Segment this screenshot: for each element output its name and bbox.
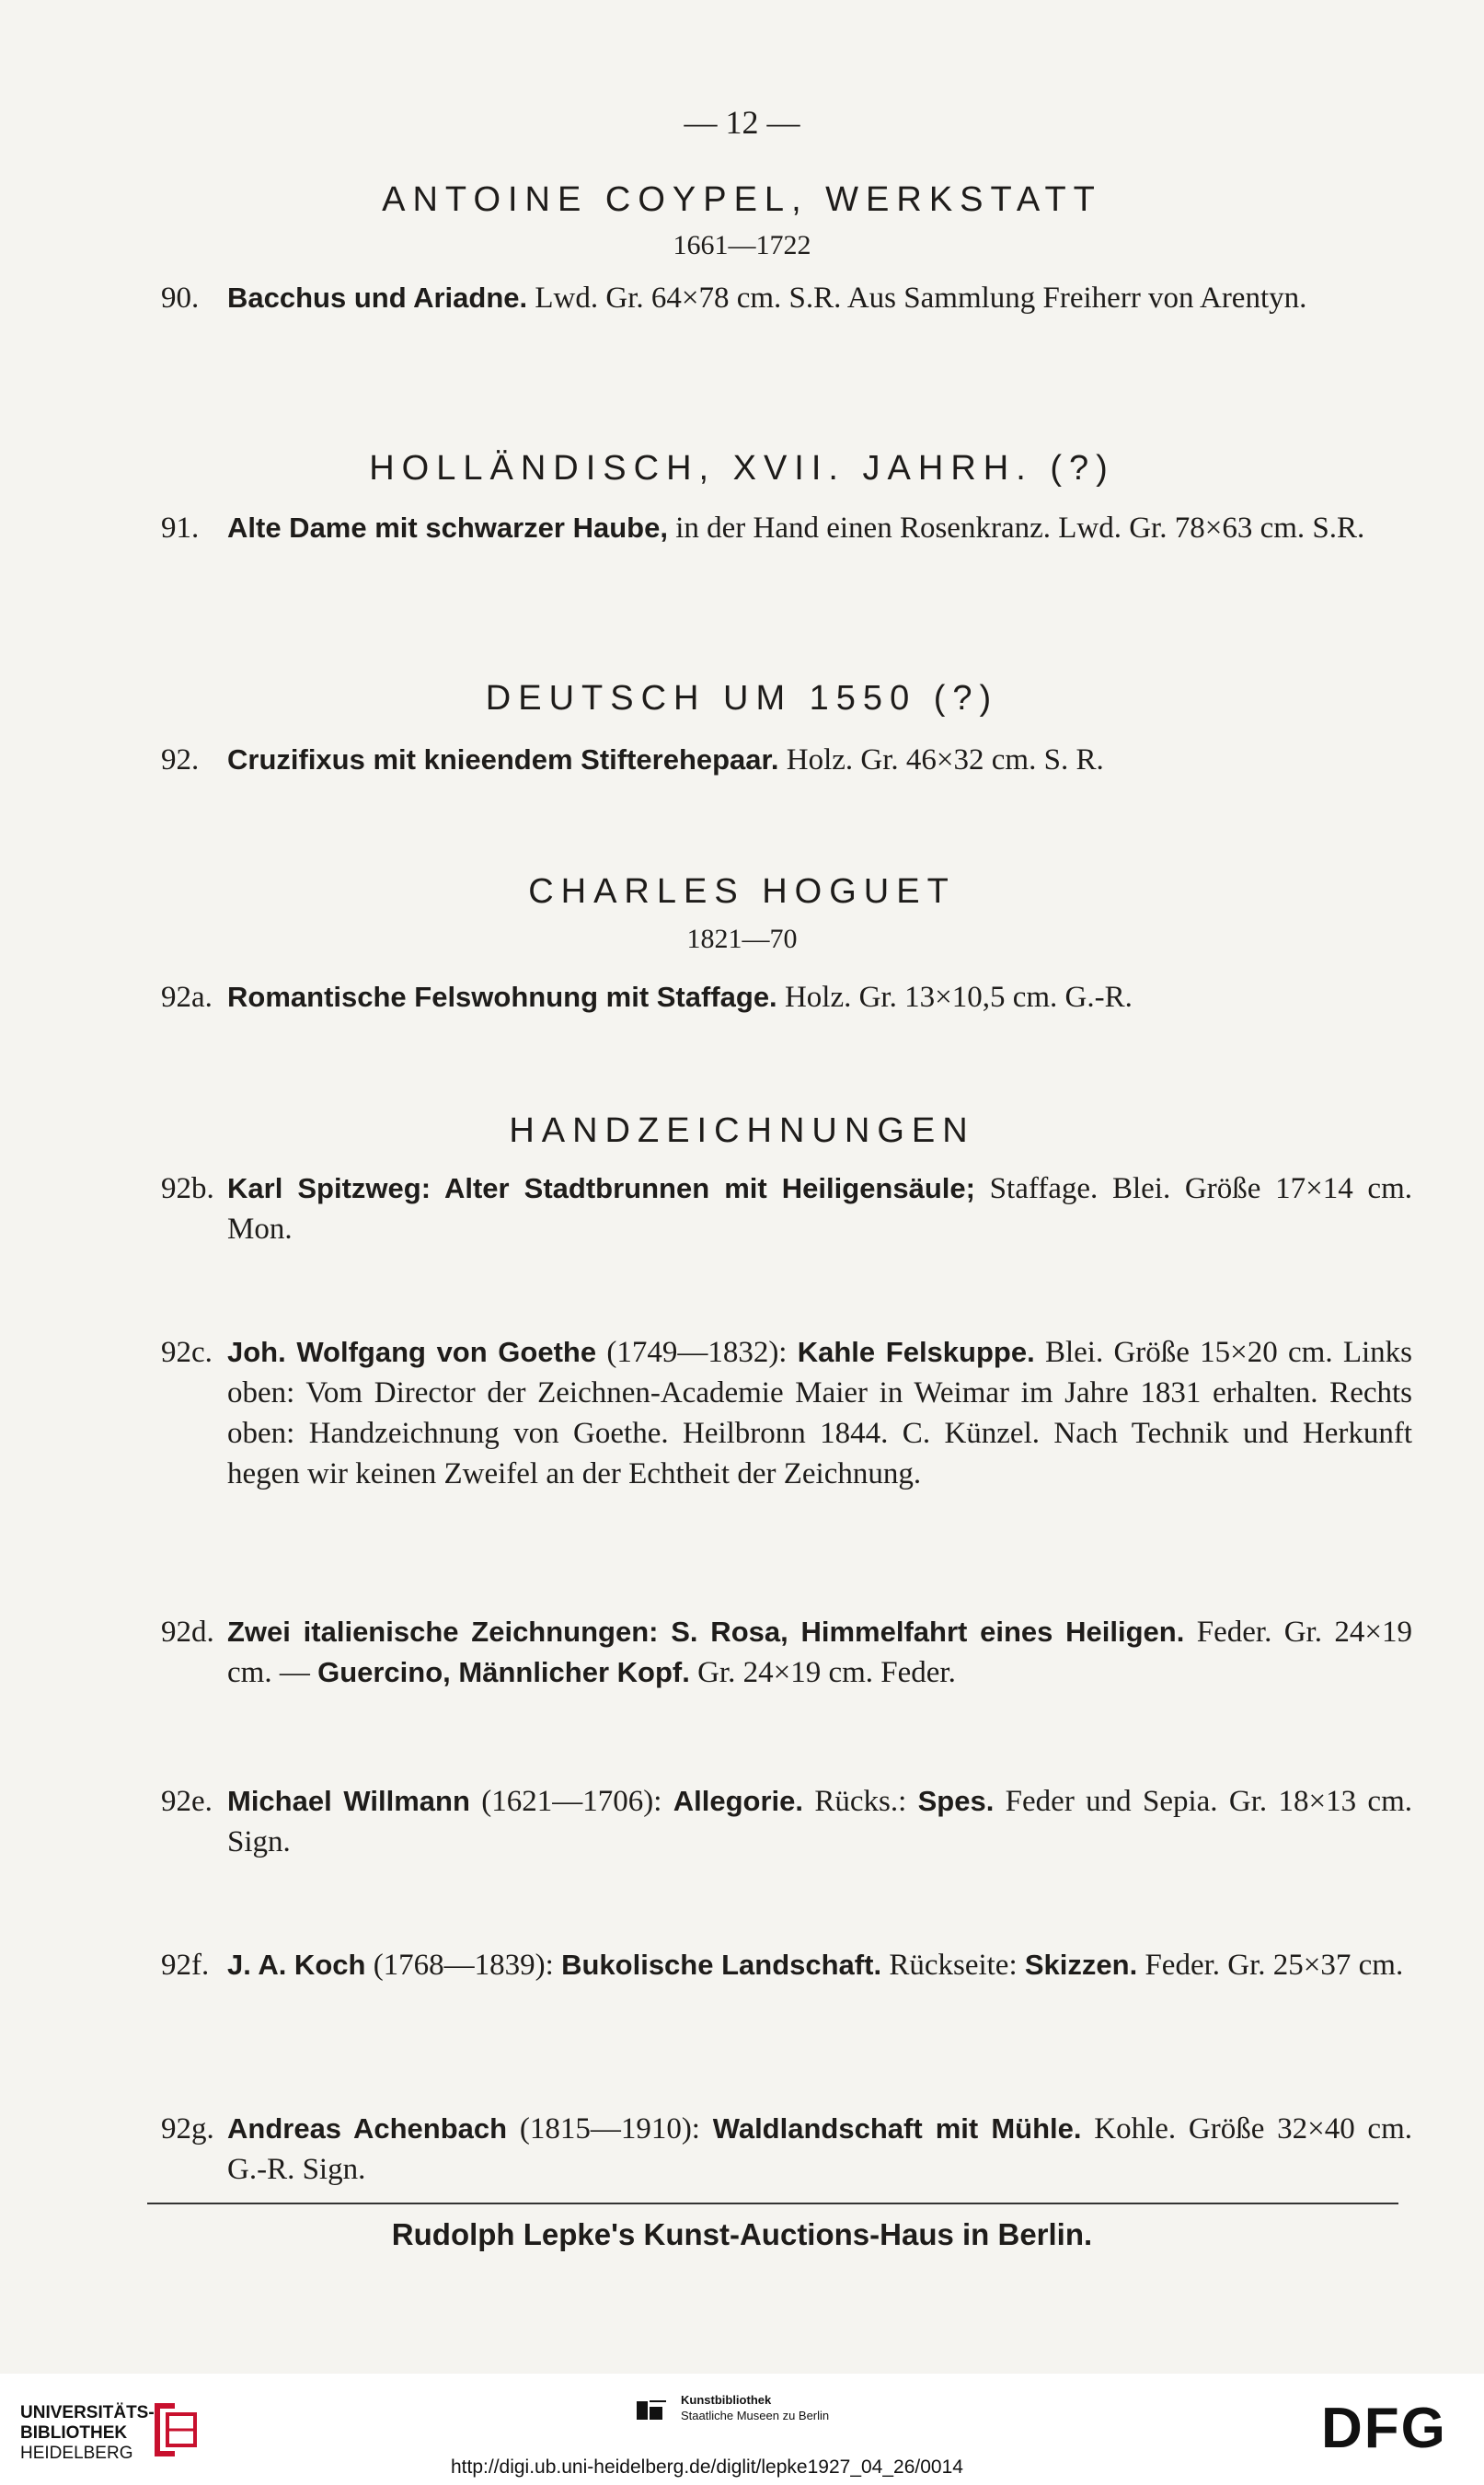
ub-heidelberg-logo[interactable] bbox=[20, 2403, 155, 2464]
kb-name: Kunstbibliothek bbox=[681, 2393, 772, 2407]
catalog-entry-92a bbox=[161, 977, 1412, 1018]
entry-title: Bacchus und Ariadne. bbox=[227, 282, 528, 314]
dfg-logo[interactable]: DFG bbox=[1321, 2397, 1447, 2460]
catalog-entry-92g bbox=[161, 2109, 1412, 2190]
entry-details: Blei. Größe 15×20 cm. Links oben: Vom Director der Zeichnen-Academie Maier in Weimar im Jahre 1831 erhalten. Rechts oben: Handzeichnung von Goethe. Heilbronn 1844. C. Künzel. Nach Technik und Herkunft hegen wir keinen Zweifel an der Echtheit der Zeichnung. bbox=[227, 1336, 1412, 1490]
entry-title: Bukolische Landschaft. bbox=[561, 1949, 882, 1981]
entry-title: Allegorie. bbox=[673, 1785, 804, 1817]
catalog-entry-91 bbox=[161, 508, 1412, 548]
entry-artist: Andreas Achenbach bbox=[227, 2112, 508, 2145]
entry-number: 92e. bbox=[161, 1785, 213, 1818]
entry-number: 90. bbox=[161, 282, 200, 315]
section-heading-coypel: ANTOINE COYPEL, WERKSTATT bbox=[382, 180, 1102, 219]
entry-number: 92a. bbox=[161, 981, 213, 1014]
entry-life-dates: (1815—1910): bbox=[507, 2112, 713, 2146]
section-dates-hoguet: 1821—70 bbox=[686, 924, 798, 954]
entry-details: Holz. Gr. 46×32 cm. S. R. bbox=[778, 743, 1104, 777]
entry-title: Kahle Felskuppe. bbox=[797, 1336, 1035, 1368]
entry-title: Waldlandschaft mit Mühle. bbox=[712, 2112, 1082, 2145]
entry-artist: J. A. Koch bbox=[227, 1949, 366, 1981]
ub-logo-line1: UNIVERSITÄTS- bbox=[20, 2403, 155, 2422]
ub-logo-line2: BIBLIOTHEK bbox=[20, 2423, 128, 2443]
entry-details: Feder. Gr. 24×19 cm. — bbox=[227, 1616, 1412, 1689]
footer-rule bbox=[147, 2203, 1398, 2204]
entry-number: 92d. bbox=[161, 1616, 214, 1649]
kunstbibliothek-icon bbox=[635, 2398, 668, 2423]
catalog-entry-92e bbox=[161, 1781, 1412, 1862]
entry-title: Karl Spitzweg: Alter Stadtbrunnen mit Heiligensäule; bbox=[227, 1172, 975, 1204]
entry-life-dates: (1768—1839): bbox=[365, 1949, 562, 1982]
entry-title: Romantische Felswohnung mit Staffage. bbox=[227, 981, 777, 1013]
page-number: — 12 — bbox=[684, 104, 800, 141]
entry-details-2: Gr. 24×19 cm. Feder. bbox=[689, 1656, 956, 1689]
section-dates-coypel: 1661—1722 bbox=[673, 230, 811, 260]
catalog-entry-92c bbox=[161, 1332, 1412, 1494]
entry-verso-label: Rücks.: bbox=[803, 1785, 918, 1818]
entry-verso-title: Skizzen. bbox=[1024, 1949, 1138, 1981]
entry-details: Lwd. Gr. 64×78 cm. S.R. Aus Sammlung Freiherr von Arentyn. bbox=[527, 282, 1307, 315]
entry-number: 92f. bbox=[161, 1949, 210, 1982]
permalink-url[interactable]: http://digi.ub.uni-heidelberg.de/diglit/lepke1927_04_26/0014 bbox=[451, 2456, 963, 2478]
publisher-footer: Rudolph Lepke's Kunst-Auctions-Haus in Berlin. bbox=[391, 2217, 1093, 2251]
entry-number: 92. bbox=[161, 743, 200, 777]
section-heading-hoguet: CHARLES HOGUET bbox=[528, 872, 956, 911]
entry-life-dates: (1621—1706): bbox=[469, 1785, 673, 1818]
catalog-entry-92f bbox=[161, 1945, 1412, 1985]
entry-artist: Michael Willmann bbox=[227, 1785, 470, 1817]
entry-details: Feder. Gr. 25×37 cm. bbox=[1137, 1949, 1404, 1982]
section-heading-hollaendisch: HOLLÄNDISCH, XVII. JAHRH. (?) bbox=[369, 449, 1115, 488]
entry-details: in der Hand einen Rosenkranz. Lwd. Gr. 78×63 cm. S.R. bbox=[667, 512, 1365, 545]
entry-details: Kohle. Größe 32×40 cm. G.-R. Sign. bbox=[227, 2112, 1412, 2186]
entry-artist: Joh. Wolfgang von Goethe bbox=[227, 1336, 597, 1368]
entry-number: 91. bbox=[161, 512, 200, 545]
entry-title: Zwei italienische Zeichnungen: S. Rosa, Himmelfahrt eines Heiligen. bbox=[227, 1616, 1185, 1648]
kb-subtitle: Staatliche Museen zu Berlin bbox=[681, 2409, 830, 2422]
entry-verso-label: Rückseite: bbox=[881, 1949, 1025, 1982]
entry-number: 92c. bbox=[161, 1336, 213, 1369]
section-heading-handzeichnungen: HANDZEICHNUNGEN bbox=[509, 1111, 975, 1150]
entry-title-2: Guercino, Männlicher Kopf. bbox=[317, 1656, 690, 1688]
entry-details: Feder und Sepia. Gr. 18×13 cm. Sign. bbox=[227, 1785, 1413, 1858]
entry-title: Cruzifixus mit knieendem Stifterehepaar. bbox=[227, 743, 779, 776]
entry-title: Alte Dame mit schwarzer Haube, bbox=[227, 512, 668, 544]
entry-number: 92b. bbox=[161, 1172, 214, 1205]
entry-details: Staffage. Blei. Größe 17×14 cm. Mon. bbox=[227, 1172, 1412, 1246]
entry-life-dates: (1749—1832): bbox=[596, 1336, 798, 1369]
section-heading-deutsch: DEUTSCH UM 1550 (?) bbox=[485, 679, 999, 718]
entry-details: Holz. Gr. 13×10,5 cm. G.-R. bbox=[777, 981, 1133, 1014]
catalog-entry-92 bbox=[161, 740, 1412, 780]
entry-number: 92g. bbox=[161, 2112, 214, 2146]
ub-logo-mark-icon bbox=[147, 2398, 202, 2462]
ub-logo-line3: HEIDELBERG bbox=[20, 2444, 133, 2463]
entry-verso-title: Spes. bbox=[917, 1785, 995, 1817]
catalog-entry-90 bbox=[161, 278, 1412, 318]
catalog-entry-92b bbox=[161, 1168, 1412, 1249]
catalog-entry-92d bbox=[161, 1612, 1412, 1693]
kunstbibliothek-logo[interactable] bbox=[681, 2392, 829, 2423]
